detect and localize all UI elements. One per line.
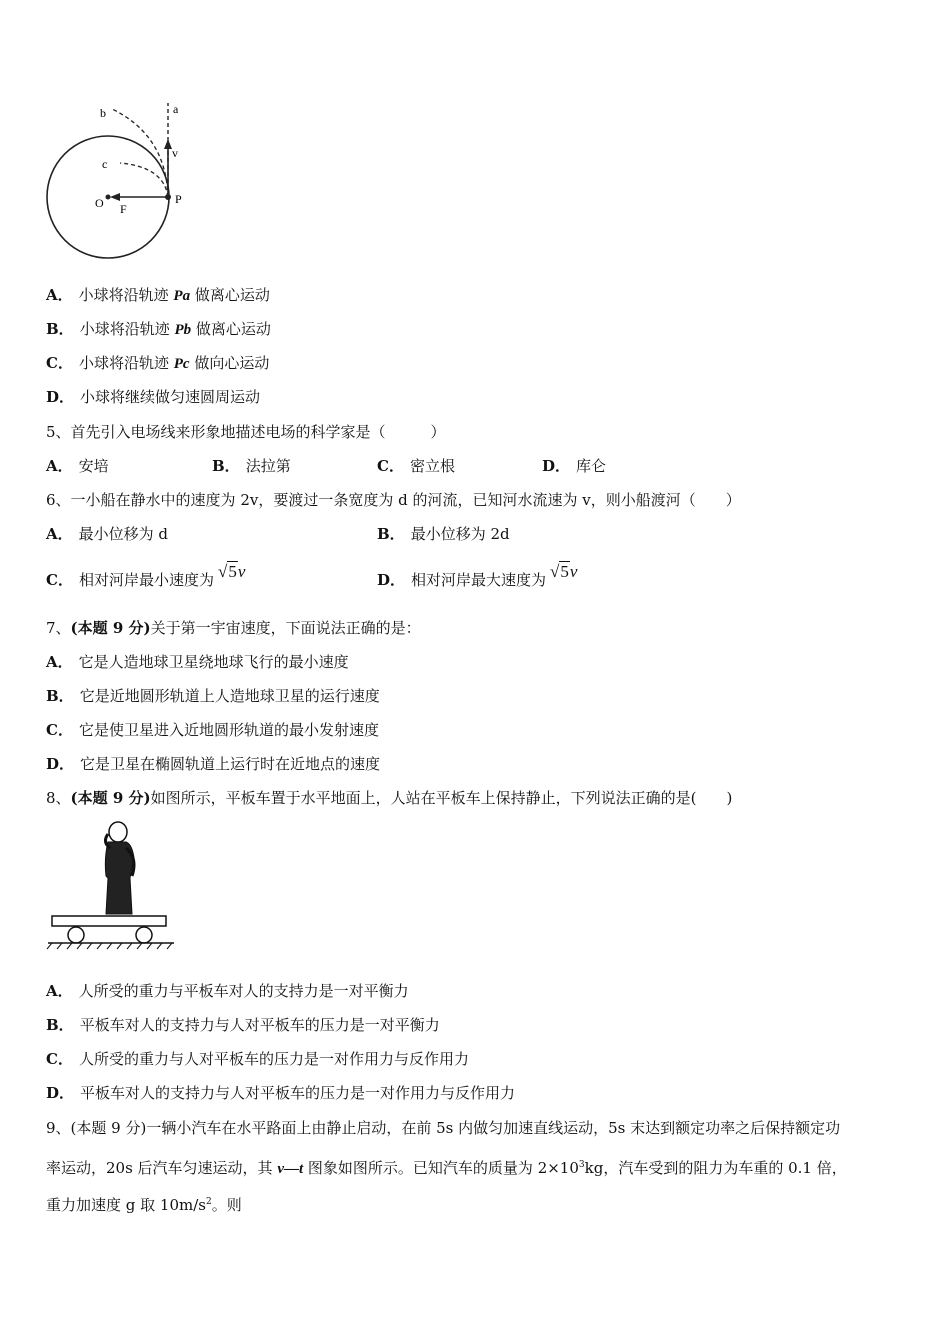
label-p: P <box>175 192 182 206</box>
q5-option-b: B． 法拉第 <box>212 457 291 475</box>
sqrt-5v-max: √5v <box>550 562 578 581</box>
q8-option-d: D． 平板车对人的支持力与人对平板车的压力是一对作用力与反作用力 <box>46 1084 516 1102</box>
label-b: b <box>100 106 106 120</box>
q6-stem: 6、一小船在静水中的速度为 2v，要渡过一条宽度为 d 的河流，已知河水流速为 v，则小船渡河（ ） <box>46 491 741 509</box>
q5-stem: 5、首先引入电场线来形象地描述电场的科学家是（ ） <box>46 423 446 441</box>
label-o: O <box>95 196 104 210</box>
q7-option-c: C． 它是使卫星进入近地圆形轨道的最小发射速度 <box>46 721 379 739</box>
label-f: F <box>120 202 127 216</box>
label-a: a <box>173 102 179 116</box>
q7-stem: 7、(本题 9 分)关于第一宇宙速度，下面说法正确的是： <box>46 619 421 637</box>
q8-option-c: C． 人所受的重力与人对平板车的压力是一对作用力与反作用力 <box>46 1050 469 1068</box>
q4-option-c: C． 小球将沿轨迹 Pc 做向心运动 <box>46 354 270 372</box>
label-c: c <box>102 157 108 171</box>
ball-point <box>165 194 171 200</box>
q9-line-1: 9、(本题 9 分)一辆小汽车在水平路面上由静止启动，在前 5s 内做匀加速直线运动，5s 末达到额定功率之后保持额定功 <box>46 1119 841 1137</box>
q7-option-b: B． 它是近地圆形轨道上人造地球卫星的运行速度 <box>46 687 380 705</box>
cart-wheel-left <box>68 927 84 943</box>
person-on-cart-figure <box>46 818 176 953</box>
person-head <box>109 822 127 842</box>
circular-motion-figure <box>40 95 200 265</box>
q4-option-d: D． 小球将继续做匀速圆周运动 <box>46 388 261 406</box>
label-v: v <box>172 146 178 160</box>
q5-option-a: A． 安培 <box>46 457 109 475</box>
q4-option-b: B． 小球将沿轨迹 Pb 做离心运动 <box>46 320 271 338</box>
trajectory-pb <box>112 109 168 197</box>
q6-option-a: A． 最小位移为 d <box>46 525 169 543</box>
q6-option-c: C． 相对河岸最小速度为 √5v <box>46 562 246 589</box>
q4-option-a: A． 小球将沿轨迹 Pa 做离心运动 <box>46 286 270 304</box>
q8-option-a: A． 人所受的重力与平板车对人的支持力是一对平衡力 <box>46 982 409 1000</box>
q5-option-c: C． 密立根 <box>377 457 455 475</box>
q9-line-3: 重力加速度 g 取 $10m/s^2$。则 <box>46 1196 242 1214</box>
cart-wheel-right <box>136 927 152 943</box>
q5-option-d: D． 库仑 <box>542 457 607 475</box>
q8-stem: 8、(本题 9 分)如图所示，平板车置于水平地面上，人站在平板车上保持静止，下列说法正确的是( ) <box>46 789 733 807</box>
trajectory-pc <box>120 163 168 197</box>
sqrt-5v-min: √5v <box>217 562 246 581</box>
q6-option-b: B． 最小位移为 2d <box>377 525 510 543</box>
q7-option-a: A． 它是人造地球卫星绕地球飞行的最小速度 <box>46 653 349 671</box>
q9-line-2: 率运动，20s 后汽车匀速运动，其 v—t 图象如图所示。已知汽车的质量为 $2\times 10^3kg$，汽车受到的阻力为车重的 0.1 倍， <box>46 1159 847 1177</box>
cart-platform <box>52 916 166 926</box>
q7-option-d: D． 它是卫星在椭圆轨道上运行时在近地点的速度 <box>46 755 381 773</box>
q6-option-d: D． 相对河岸最大速度为 √5v <box>377 562 578 589</box>
q8-option-b: B． 平板车对人的支持力与人对平板车的压力是一对平衡力 <box>46 1016 440 1034</box>
center-point <box>106 195 111 200</box>
